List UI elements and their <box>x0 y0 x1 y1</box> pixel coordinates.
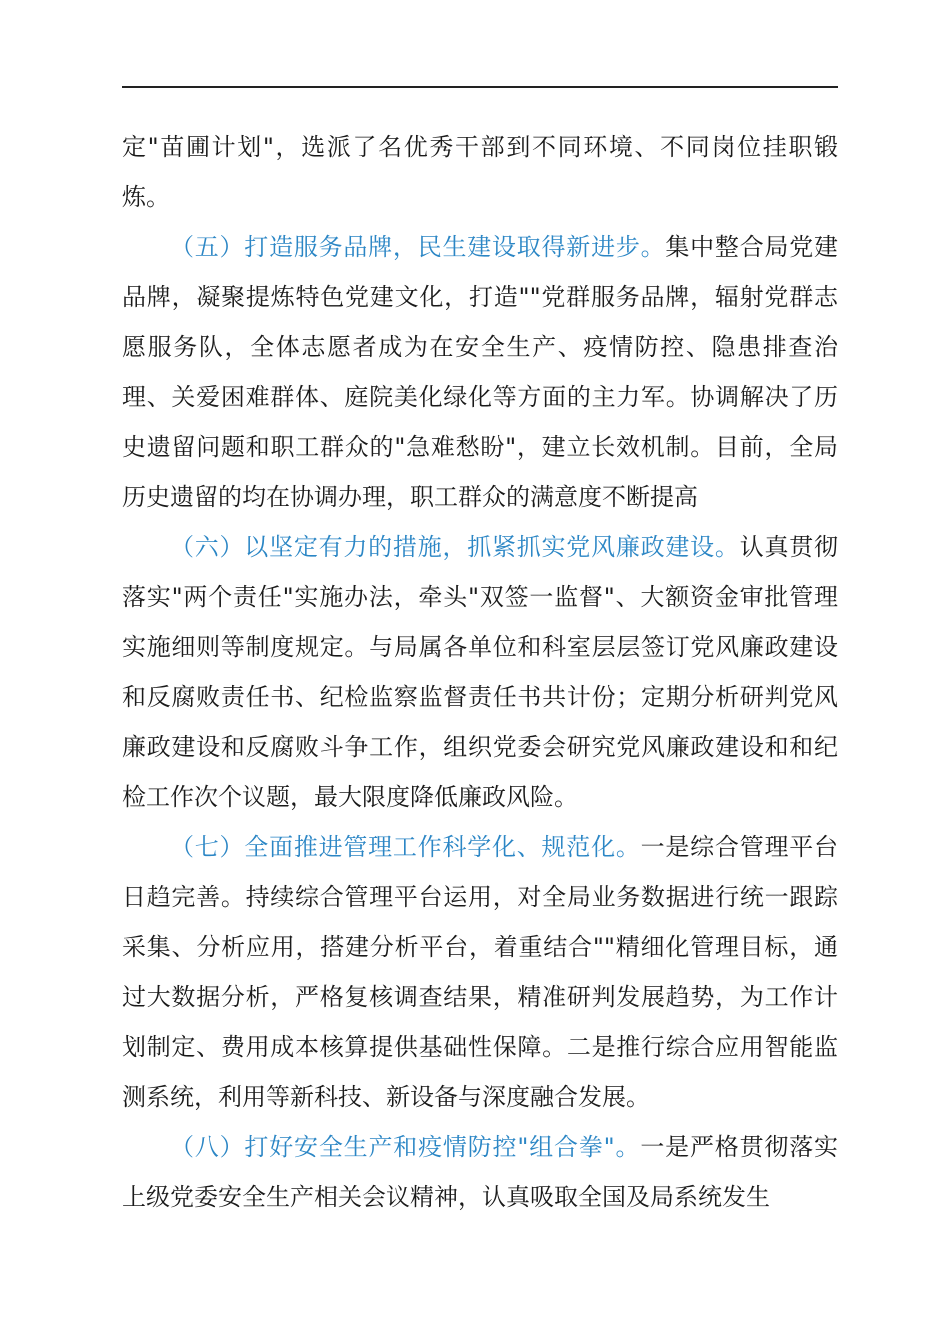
paragraph-section-seven <box>122 822 838 1122</box>
document-body <box>122 122 838 1222</box>
paragraph-continuation <box>122 122 838 222</box>
section-heading: （五）打造服务品牌，民生建设取得新进步。 <box>170 233 666 261</box>
section-heading: （七）全面推进管理工作科学化、规范化。 <box>170 833 641 861</box>
paragraph-text: 一是综合管理平台日趋完善。持续综合管理平台运用，对全局业务数据进行统一跟踪采集、分析应用，搭建分析平台，着重结合""精细化管理目标，通过大数据分析，严格复核调查结果，精准研判发展趋势，为工作计划制定、费用成本核算提供基础性保障。二是推行综合应用智能监测系统，利用等新科技、新设备与深度融合发展。 <box>122 833 839 1111</box>
paragraph-section-six <box>122 522 838 822</box>
paragraph-text: 认真贯彻落实"两个责任"实施办法，牵头"双签一监督"、大额资金审批管理实施细则等制度规定。与局属各单位和科室层层签订党风廉政建设和反腐败责任书、纪检监察监督责任书共计份；定期分析研判党风廉政建设和反腐败斗争工作，组织党委会研究党风廉政建设和和纪检工作次个议题，最大限度降低廉政风险。 <box>122 533 839 811</box>
header-rule <box>122 86 838 88</box>
section-heading: （六）以坚定有力的措施，抓紧抓实党风廉政建设。 <box>170 533 740 561</box>
paragraph-text: 定"苗圃计划"，选派了名优秀干部到不同环境、不同岗位挂职锻炼。 <box>122 133 838 211</box>
section-heading: （八）打好安全生产和疫情防控"组合拳"。 <box>170 1133 641 1161</box>
paragraph-section-five <box>122 222 838 522</box>
paragraph-section-eight <box>122 1122 838 1222</box>
paragraph-text: 集中整合局党建品牌，凝聚提炼特色党建文化，打造""党群服务品牌，辐射党群志愿服务队，全体志愿者成为在安全生产、疫情防控、隐患排查治理、关爱困难群体、庭院美化绿化等方面的主力军。协调解决了历史遗留问题和职工群众的"急难愁盼"，建立长效机制。目前，全局历史遗留的均在协调办理，职工群众的满意度不断提高 <box>122 233 839 511</box>
paragraph-text: 一是严格贯彻落实上级党委安全生产相关会议精神，认真吸取全国及局系统发生 <box>122 1133 839 1211</box>
